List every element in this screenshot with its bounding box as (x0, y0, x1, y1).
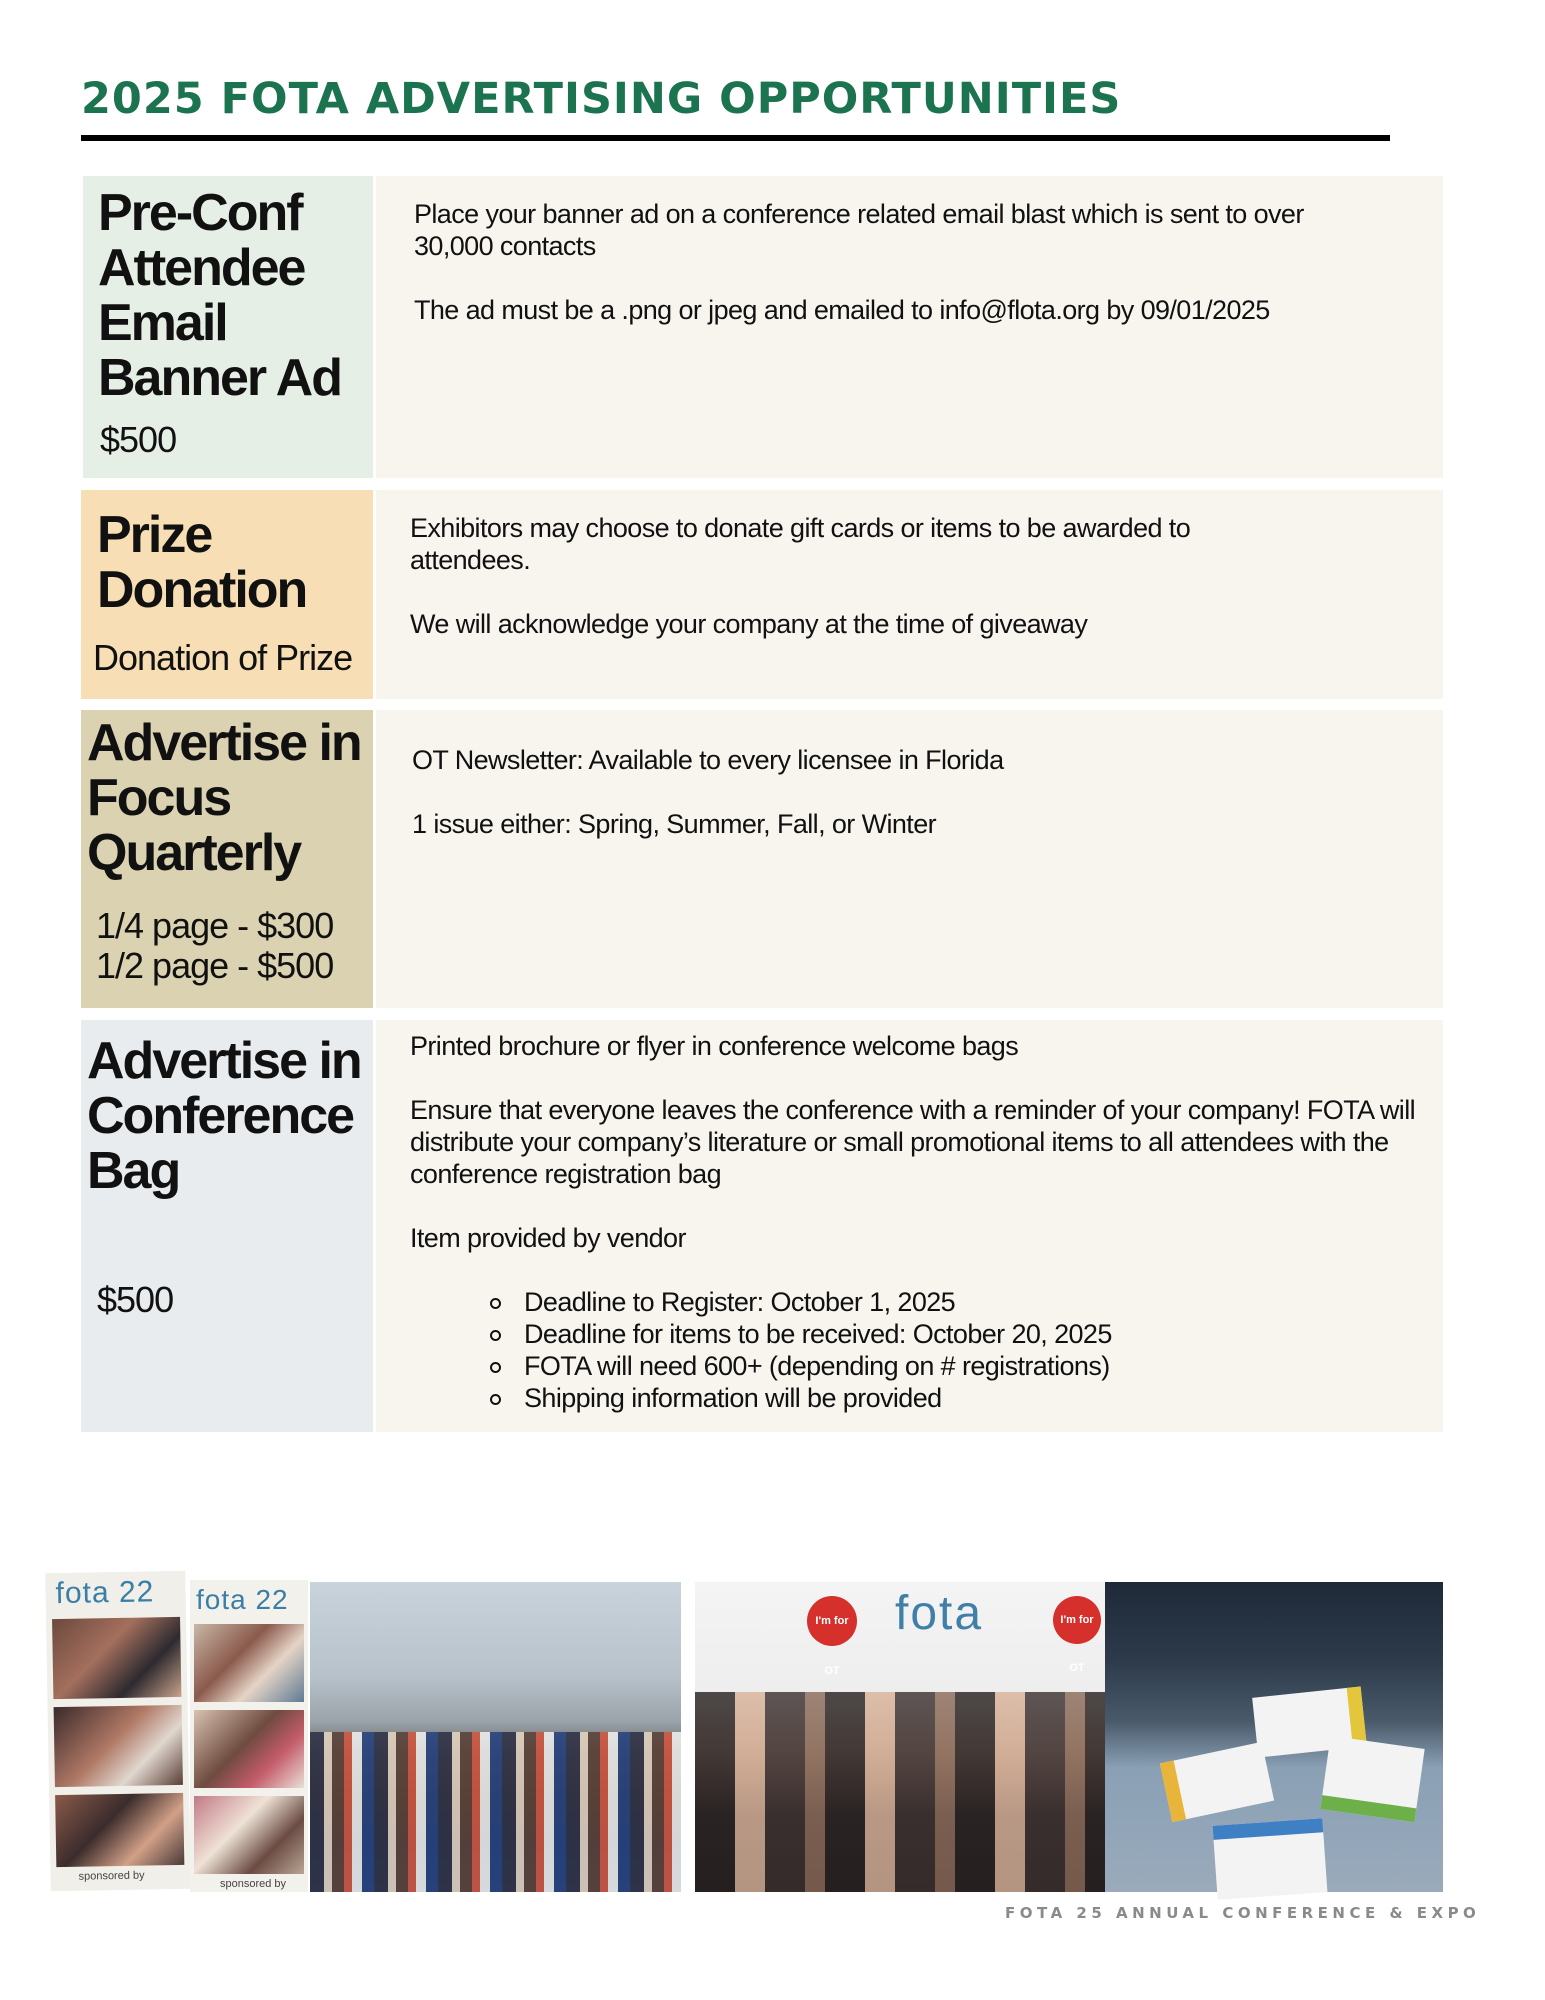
description-paragraph: Printed brochure or flyer in conference welcome bags (410, 1031, 1019, 1061)
opportunity-description (376, 710, 1443, 1008)
list-item: Deadline to Register: October 1, 2025 (480, 1286, 1380, 1318)
strip-caption: sponsored by (78, 1869, 145, 1883)
sign-im-for-ot: I'm for OT (807, 1596, 857, 1646)
opportunity-label-panel (81, 710, 373, 1008)
opportunity-description (376, 490, 1443, 699)
opportunity-title: Pre-Conf Attendee Email Banner Ad (98, 184, 341, 407)
backdrop-logo: fota (895, 1587, 984, 1640)
name-badges-photo (1105, 1582, 1443, 1892)
opportunity-label-panel (81, 1020, 373, 1432)
photo-booth-strip-2 (190, 1580, 308, 1892)
description-paragraph: 1 issue either: Spring, Summer, Fall, or Winter (412, 809, 936, 839)
description-paragraph: We will acknowledge your company at the time of giveaway (410, 609, 1088, 639)
strip-photo-1 (194, 1624, 304, 1702)
opportunity-label-panel (83, 176, 373, 478)
opportunity-price: $500 (97, 1279, 174, 1320)
strip-logo: fota 22 (196, 1584, 289, 1615)
opportunity-price: $500 (100, 419, 177, 460)
opportunity-conference-bag (81, 1020, 1443, 1432)
strip-caption: sponsored by (220, 1878, 287, 1890)
list-item: Shipping information will be provided (480, 1382, 1380, 1414)
people (695, 1692, 1105, 1892)
description-paragraph: Place your banner ad on a conference related email blast which is sent to over 30,000 contacts (414, 199, 1304, 261)
description-paragraph: The ad must be a .png or jpeg and emailed to info@flota.org by 09/01/2025 (414, 295, 1270, 325)
page-footer: FOTA 25 ANNUAL CONFERENCE & EXPO (1005, 1904, 1481, 1922)
opportunity-title: Advertise in Conference Bag (87, 1032, 361, 1200)
opportunity-price: Donation of Prize (93, 637, 353, 678)
strip-photo-3 (55, 1793, 184, 1867)
title-rule (81, 135, 1390, 141)
description-paragraph: Ensure that everyone leaves the conference with a reminder of your company! FOTA will distribute your company’s literature or small promotional items to all attendees with the conference registration bag (410, 1095, 1416, 1189)
opportunity-description (376, 1020, 1443, 1432)
opportunity-title: Advertise in Focus Quarterly (87, 714, 361, 882)
sign-im-for-ot: I'm for OT (1053, 1596, 1101, 1644)
backdrop-photo (695, 1582, 1105, 1892)
requirements-list (480, 1286, 1380, 1414)
page-title: 2025 FOTA ADVERTISING OPPORTUNITIES (81, 74, 1122, 124)
list-item: FOTA will need 600+ (depending on # registrations) (480, 1350, 1380, 1382)
opportunity-price: 1/4 page - $300 1/2 page - $500 (96, 905, 334, 986)
opportunity-focus-quarterly (81, 710, 1443, 1008)
opportunity-label-panel (81, 490, 373, 699)
list-item: Deadline for items to be received: October 20, 2025 (480, 1318, 1380, 1350)
badge (1320, 1736, 1424, 1823)
description-paragraph: Exhibitors may choose to donate gift cards or items to be awarded to attendees. (410, 513, 1191, 575)
strip-photo-1 (52, 1617, 181, 1699)
strip-photo-2 (194, 1710, 304, 1788)
description-paragraph: OT Newsletter: Available to every licensee in Florida (412, 745, 1004, 775)
photo-booth-strip-1 (45, 1571, 191, 1891)
crowd (310, 1732, 681, 1892)
opportunity-title: Prize Donation (97, 506, 307, 619)
description-paragraph: Item provided by vendor (410, 1223, 686, 1253)
badge (1213, 1818, 1328, 1899)
opportunity-email-banner (81, 176, 1443, 478)
strip-logo: fota 22 (55, 1575, 155, 1611)
opportunity-prize-donation (81, 490, 1443, 699)
group-photo (310, 1582, 681, 1892)
badge (1160, 1742, 1274, 1822)
strip-photo-3 (194, 1796, 304, 1874)
strip-photo-2 (54, 1705, 183, 1787)
opportunity-description (376, 176, 1443, 478)
